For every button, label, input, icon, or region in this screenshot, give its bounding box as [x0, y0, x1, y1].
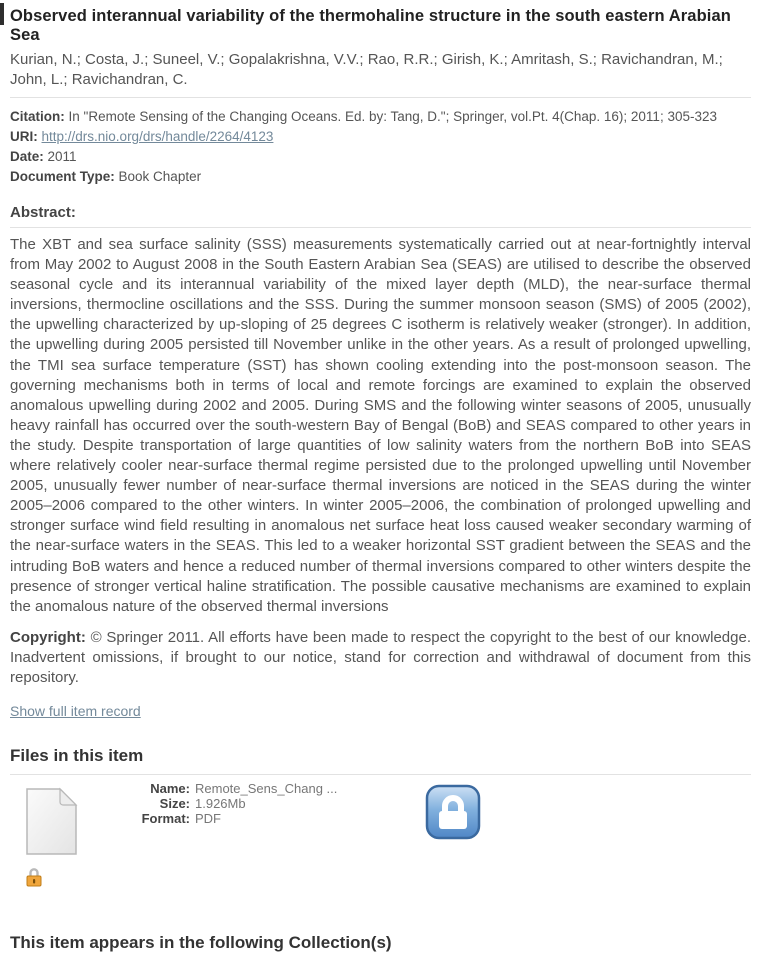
file-name-label: Name:: [150, 780, 190, 796]
show-full-record-link[interactable]: Show full item record: [10, 702, 141, 719]
blank-document-icon[interactable]: [25, 786, 78, 862]
doctype-value: Book Chapter: [118, 169, 202, 184]
doctype-row: [10, 167, 751, 187]
date-value: 2011: [47, 149, 77, 164]
metadata-list: [10, 98, 751, 189]
files-section-heading: Files in this item: [10, 746, 751, 775]
file-meta: [130, 781, 337, 826]
small-lock-icon: [25, 867, 43, 892]
doctype-label: Document Type:: [10, 169, 115, 184]
abstract-heading: Abstract:: [10, 204, 751, 228]
uri-row: [10, 127, 751, 147]
citation-row: [10, 107, 751, 127]
page-title: Observed interannual variability of the thermohaline structure in the south eastern Arabian Sea: [10, 7, 731, 44]
citation-label: Citation:: [10, 109, 65, 124]
copyright-text: © Springer 2011. All efforts have been made to respect the copyright to the best of our knowledge. Inadvertent omissions, if brought to our notice, stand for correction and withdrawal of document from this repository.: [10, 628, 751, 686]
file-format-value: PDF: [195, 810, 221, 826]
copyright-statement: [10, 628, 751, 688]
file-size-row: [130, 796, 337, 811]
date-label: Date:: [10, 149, 44, 164]
author-list: Kurian, N.; Costa, J.; Suneel, V.; Gopalakrishna, V.V.; Rao, R.R.; Girish, K.; Amritash, S.; Ravichandran, M.; John, L.; Ravichandran, C.: [10, 51, 723, 88]
restricted-access-lock-icon: [425, 784, 481, 845]
citation-value: In "Remote Sensing of the Changing Oceans. Ed. by: Tang, D."; Springer, vol.Pt. 4(Chap. 16); 2011; 305-323: [68, 109, 717, 124]
file-size-value: 1.926Mb: [195, 795, 246, 811]
file-size-label: Size:: [159, 795, 190, 811]
uri-link[interactable]: http://drs.nio.org/drs/handle/2264/4123: [41, 129, 274, 144]
date-row: [10, 147, 751, 167]
file-format-row: [130, 811, 337, 826]
collections-section-heading: This item appears in the following Collection(s): [10, 932, 392, 952]
file-name-row: [130, 781, 337, 796]
page-edge-bar: [0, 3, 4, 25]
file-format-label: Format:: [141, 810, 190, 826]
abstract-text: The XBT and sea surface salinity (SSS) measurements systematically carried out at near-fortnightly interval from May 2002 to August 2008 in the South Eastern Arabian Sea (SEAS) are utilised to describe the observed seasonal cycle and its interannual variability of the mixed layer depth (MLD), the near-surface thermal inversions, thermocline oscillations and the SSS. During the summer monsoon season (SMS) of 2005 (2002), the upwelling characterized by up-sloping of 25 degrees C isotherm is relatively weaker (stronger). In addition, the upwelling during 2005 persisted till November unlike in the other years. As a result of prolonged upwelling, the TMI sea surface temperature (SST) has shown cooling extending into the post-monsoon season. The governing mechanisms both in terms of local and remote forcings are examined to explain the observed anomalous upwelling during 2002 and 2005. During SMS and the following winter seasons of 2005, unusually heavy rainfall has occurred over the south-western Bay of Bengal (BoB) and SEAS compared to other years in the study. Despite transportation of large quantities of low salinity waters from the northern BoB into SEAS where relatively cooler near-surface thermal regime persisted due to the prolonged upwelling until November 2005, unusually fewer number of near-surface thermal inversions are noticed in the SEAS during the winter 2005–2006 compared to the other winters. In winter 2005–2006, the combination of prolonged upwelling and stronger surface wind field resulting in anomalous net surface heat loss caused weaker secondary warming of the near-surface waters in the SEAS. This led to a weaker horizontal SST gradient between the SEAS and the intruding BoB waters and hence a reduced number of thermal inversions compared to other winters despite the presence of stronger vertical haline stratification. The possible causative mechanisms are examined to explain the anomalous nature of the observed thermal inversions: [10, 236, 751, 615]
file-row: [10, 775, 751, 908]
copyright-label: Copyright:: [10, 628, 86, 646]
file-name-value[interactable]: Remote_Sens_Chang ...: [195, 780, 338, 796]
uri-label: URI:: [10, 129, 38, 144]
